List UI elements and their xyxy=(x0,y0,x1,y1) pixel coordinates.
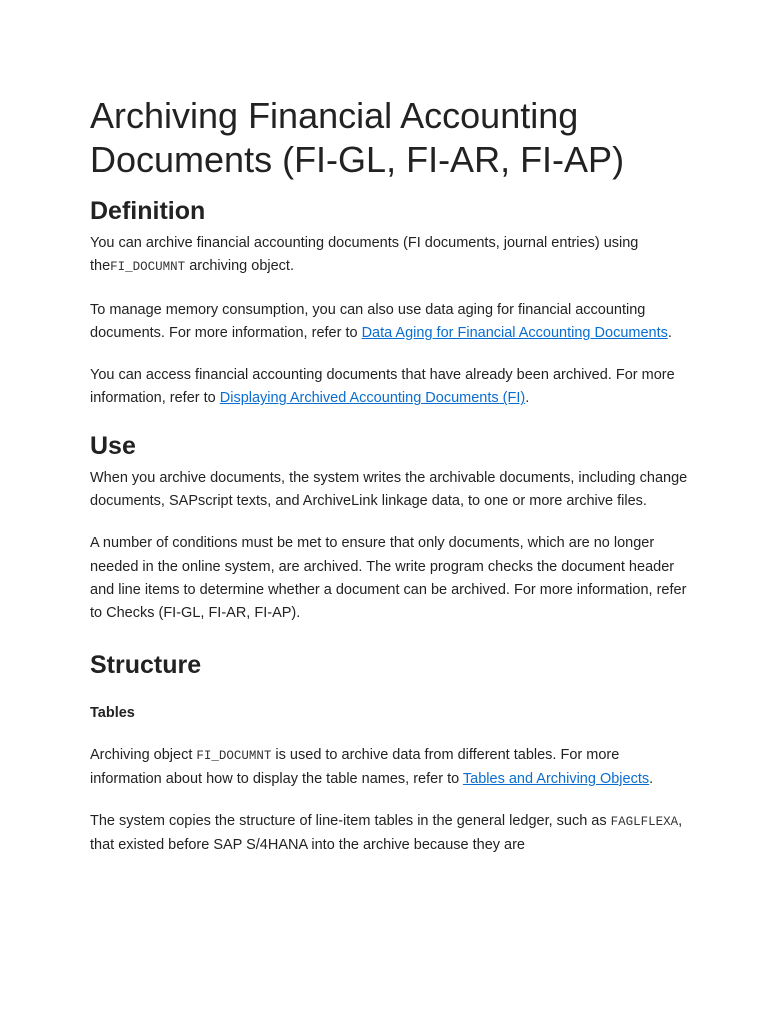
section-heading-structure: Structure xyxy=(90,650,202,679)
link-data-aging[interactable]: Data Aging for Financial Accounting Documents xyxy=(361,324,668,341)
structure-paragraph-2 xyxy=(90,810,690,858)
link-displaying-archived-documents[interactable]: Displaying Archived Accounting Documents (FI) xyxy=(219,390,526,407)
definition-p1-text-end: archiving object. xyxy=(185,258,294,275)
definition-p2-text-end: . xyxy=(667,324,672,341)
definition-p3-text-end: . xyxy=(525,390,530,407)
use-paragraph-1: When you archive documents, the system writes the archivable documents, including change documents, SAPscript texts, and ArchiveLink linkage data, to one or more archive files. xyxy=(90,469,688,510)
definition-p3-text: You can access financial accounting documents that have already been archived. For more information, refer to xyxy=(90,367,675,407)
structure-paragraph-1 xyxy=(90,744,690,792)
structure-p2-text-end: , that existed before SAP S/4HANA into the archive because they are xyxy=(90,813,683,854)
definition-p2-text: To manage memory consumption, you can also use data aging for financial accounting documents. For more information, refer to xyxy=(90,301,646,341)
link-tables-and-archiving-objects[interactable]: Tables and Archiving Objects xyxy=(462,770,650,787)
structure-p1-text-mid: is used to archive data from different tables. For more information about how to display the table names, refer to xyxy=(90,746,620,787)
table-code-faglflexa: FAGLFLEXA xyxy=(610,815,679,830)
definition-paragraph-1 xyxy=(90,232,690,280)
subheading-tables: Tables xyxy=(90,704,135,721)
structure-p1-text-end: . xyxy=(649,770,654,787)
page-title: Archiving Financial Accounting Documents (FI-GL, FI-AR, FI-AP) xyxy=(90,95,625,180)
section-heading-definition: Definition xyxy=(90,197,206,225)
document-page xyxy=(90,94,690,877)
section-heading-use: Use xyxy=(90,431,136,460)
definition-p1-text: You can archive financial accounting documents (FI documents, journal entries) using the xyxy=(90,235,639,275)
definition-paragraph-3 xyxy=(90,364,690,411)
use-paragraph-2: A number of conditions must be met to ensure that only documents, which are no longer needed in the online system, are archived. The write program checks the document header and line items to determine whether a document can be archived. For more information, refer to Checks (FI-GL, FI-AR, FI-AP). xyxy=(90,535,687,622)
structure-p1-text: Archiving object xyxy=(90,746,197,763)
structure-p2-text: The system copies the structure of line-item tables in the general ledger, such as xyxy=(90,813,611,830)
object-code-fi-documnt: FI_DOCUMNT xyxy=(110,260,186,275)
object-code-fi-documnt-2: FI_DOCUMNT xyxy=(196,748,272,763)
definition-paragraph-2 xyxy=(90,299,690,346)
